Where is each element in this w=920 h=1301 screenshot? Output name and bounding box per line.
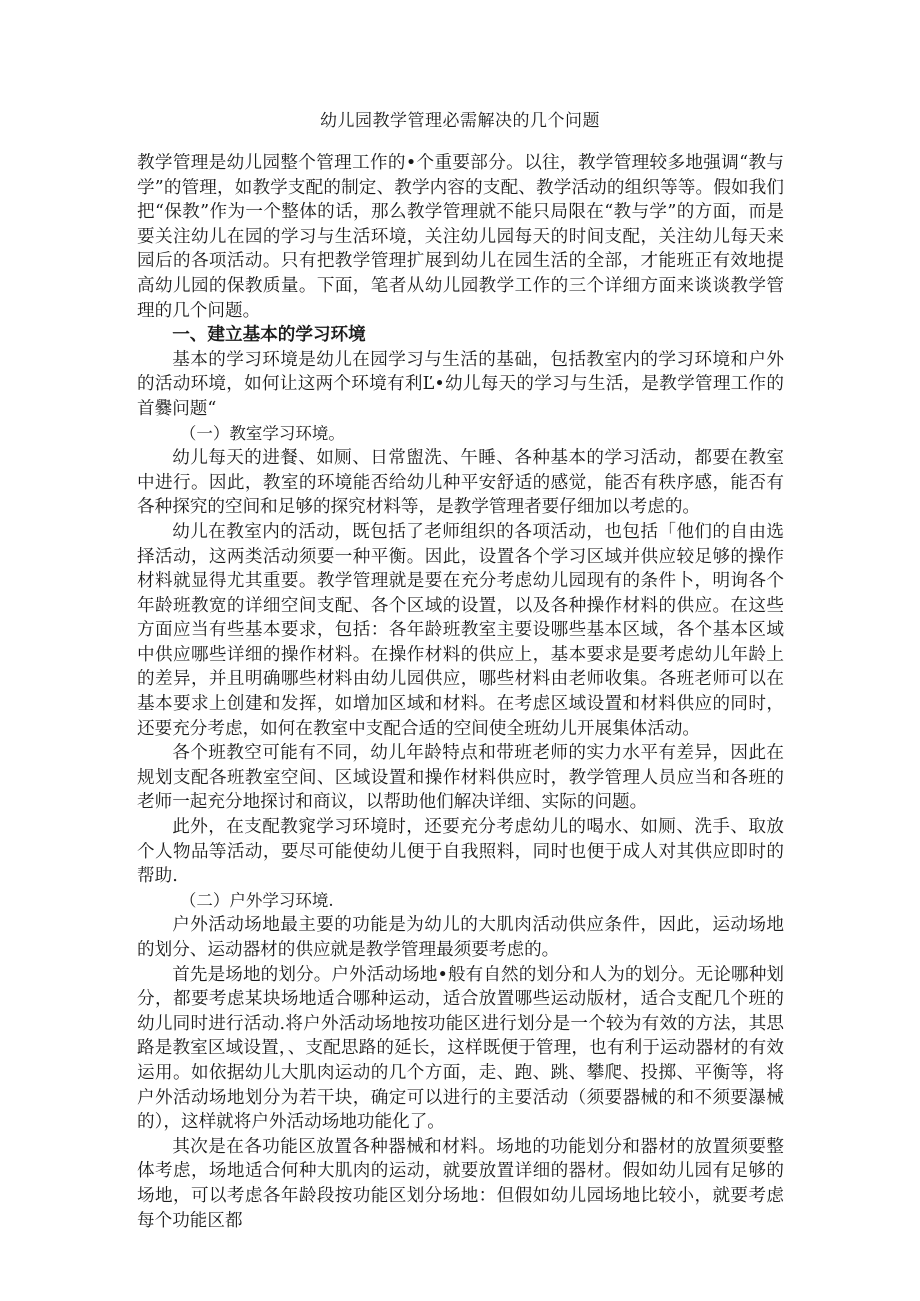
- document-title: 幼儿园教学管理必需解决的几个问题: [320, 111, 600, 131]
- paragraph-classroom-4: 此外，在支配教窕学习环境时，还要充分考虑幼儿的喝水、如厕、洗手、取放个人物品等活动，要尽可能使幼儿便于自我照料，同时也便于成人对其供应即时的帮助.: [137, 817, 784, 887]
- paragraph-classroom-3: 各个班教空可能有不同，幼儿年龄特点和带班老师的实力水平有差异，因此在规划支配各班教室空间、区域设置和操作材料供应时，教学管理人员应当和各班的老师一起充分地探讨和商议，以帮助他们解决详细、实际的问题。: [137, 743, 784, 813]
- subsection-heading-outdoor: （二）户外学习环境.: [179, 890, 334, 910]
- paragraph-classroom-1: 幼儿每天的进餐、如厕、日常盥洗、午睡、各种基本的学习活动，都要在教室中进行。因此，教室的环境能否给幼儿种平安舒适的感觉，能否有秩序感，能否有各种探究的空间和足够的探究材料等，是教学管理者要仔细加以考虑的。: [137, 448, 784, 518]
- paragraph-classroom-2: 幼儿在教室内的活动，既包括了老师组织的各项活动，也包括「他们的自由选择活动，这两类活动须要一种平衡。因此，设置各个学习区域并供应较足够的操作材料就显得尤其重要。教学管理就是要在充分考虑幼儿园现有的条件卜，明询各个年龄班教宽的详细空间支配、各个区域的设置，以及各种操作材料的供应。在这些方面应当有些基本要求，包括：各年龄班教室主要设哪些基本区域，各个基本区域中供应哪些详细的操作材料。在操作材料的供应上，基本要求是要考虑幼儿年龄上的差异，并且明确哪些材料由幼儿园供应，哪些材料由老师收集。各班老师可以在基本要求上创建和发挥，如增加区域和材料。在考虑区域设置和材料供应的同时，还要充分考虑，如何在教室中支配合适的空间使全班幼儿开展集体活动。: [137, 521, 784, 739]
- document-body: [137, 151, 784, 1233]
- subsection-heading-classroom: （一）教室学习环境。: [179, 423, 345, 443]
- paragraph-outdoor-1: 户外活动场地最主要的功能是为幼儿的大肌肉活动供应条件，因此，运动场地的划分、运动器材的供应就是教学管理最须要考虑的。: [137, 915, 784, 960]
- paragraph-basic-environment: 基本的学习环境是幼儿在园学习与生活的基础，包括教室内的学习环境和户外的活动环境，如何让这两个环境有利Ľ•幼儿每天的学习与生活，是教学管理工作的首爨问题“: [137, 349, 784, 419]
- paragraph-outdoor-2: 首先是场地的划分。户外活动场地•般有自然的划分和人为的划分。无论哪种划分，都要考虑某块场地适合哪种运动，适合放置哪些运动版材，适合支配几个班的幼儿同时进行活动.将户外活动场地按功能区进行划分是一个较为有效的方法，其思路是教室区域设置，、支配思路的延长，这样既便于管理，也有利于运动器材的有效运用。如依据幼儿大肌肉运动的几个方面，走、跑、跳、攀爬、投掷、平衡等，将户外活动场地划分为若干块，确定可以进行的主要活动（须要器械的和不须要瀑械的），这样就将户外活动场地功能化了。: [137, 964, 784, 1133]
- intro-paragraph: 教学管理是幼儿园整个管理工作的•个重要部分。以往，教学管理较多地强调“教与学”的管理，如教学支配的制定、教学内容的支配、教学活动的组织等等。假如我们把“保教”作为一个整体的话，那么教学管理就不能只局限在“教与学”的方面，而是要关注幼儿在园的学习与生活环境，关注幼儿园每天的时间支配，关注幼儿每天来园后的各项活动。只有把教学管理扩展到幼儿在园生活的全部，才能班正有效地提高幼儿园的保教质量。下面，笔者从幼儿园教学工作的三个详细方面来谈谈教学管理的几个问题。: [137, 153, 784, 321]
- paragraph-outdoor-3: 其次是在各功能区放置各种器械和材料。场地的功能划分和器材的放置须要整体考虑，场地适合何种大肌肉的运动，就要放置详细的器材。假如幼儿园有足够的场地，可以考虑各年龄段按功能区划分场地：但假如幼儿园场地比较小，就要考虑每个功能区都: [137, 1136, 784, 1231]
- section-heading-1: 一、建立基本的学习环境: [172, 325, 366, 346]
